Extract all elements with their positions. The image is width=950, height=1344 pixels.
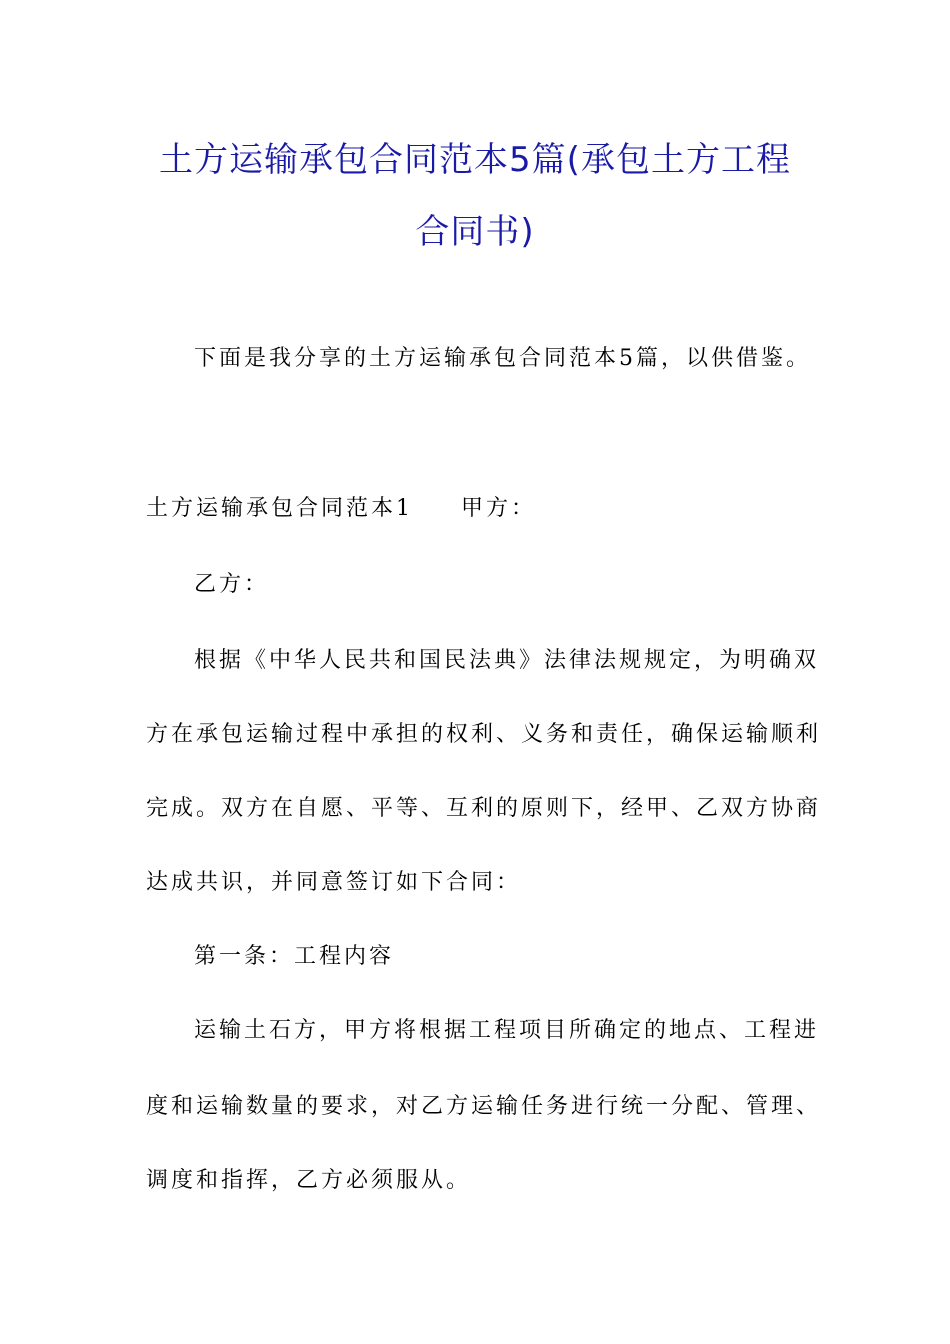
document-title-line-2: 合同书) (415, 212, 535, 252)
article-1-line-1: 运输土石方，甲方将根据工程项目所确定的地点、工程进 (194, 1018, 820, 1043)
paragraph-1-line-2: 方在承包运输过程中承担的权利、义务和责任，确保运输顺利 (146, 722, 822, 747)
article-1-line-3: 调度和指挥，乙方必须服从。 (146, 1168, 472, 1193)
intro-paragraph: 下面是我分享的土方运输承包合同范本5篇，以供借鉴。 (194, 346, 811, 371)
section-heading-row (146, 494, 536, 524)
document-title-line-1: 土方运输承包合同范本5篇(承包土方工程 (159, 140, 791, 180)
article-1-line-2: 度和运输数量的要求，对乙方运输任务进行统一分配、管理、 (146, 1094, 822, 1119)
paragraph-1-line-4: 达成共识，并同意签订如下合同： (146, 870, 522, 895)
paragraph-1-line-3: 完成。双方在自愿、平等、互利的原则下，经甲、乙双方协商 (146, 796, 822, 821)
section-title: 土方运输承包合同范本1 (146, 496, 413, 521)
paragraph-1-line-1: 根据《中华人民共和国民法典》法律法规规定，为明确双 (194, 648, 820, 673)
article-1-heading: 第一条：工程内容 (194, 944, 395, 969)
party-b-label: 乙方： (194, 572, 270, 597)
party-a-label: 甲方： (461, 496, 537, 521)
